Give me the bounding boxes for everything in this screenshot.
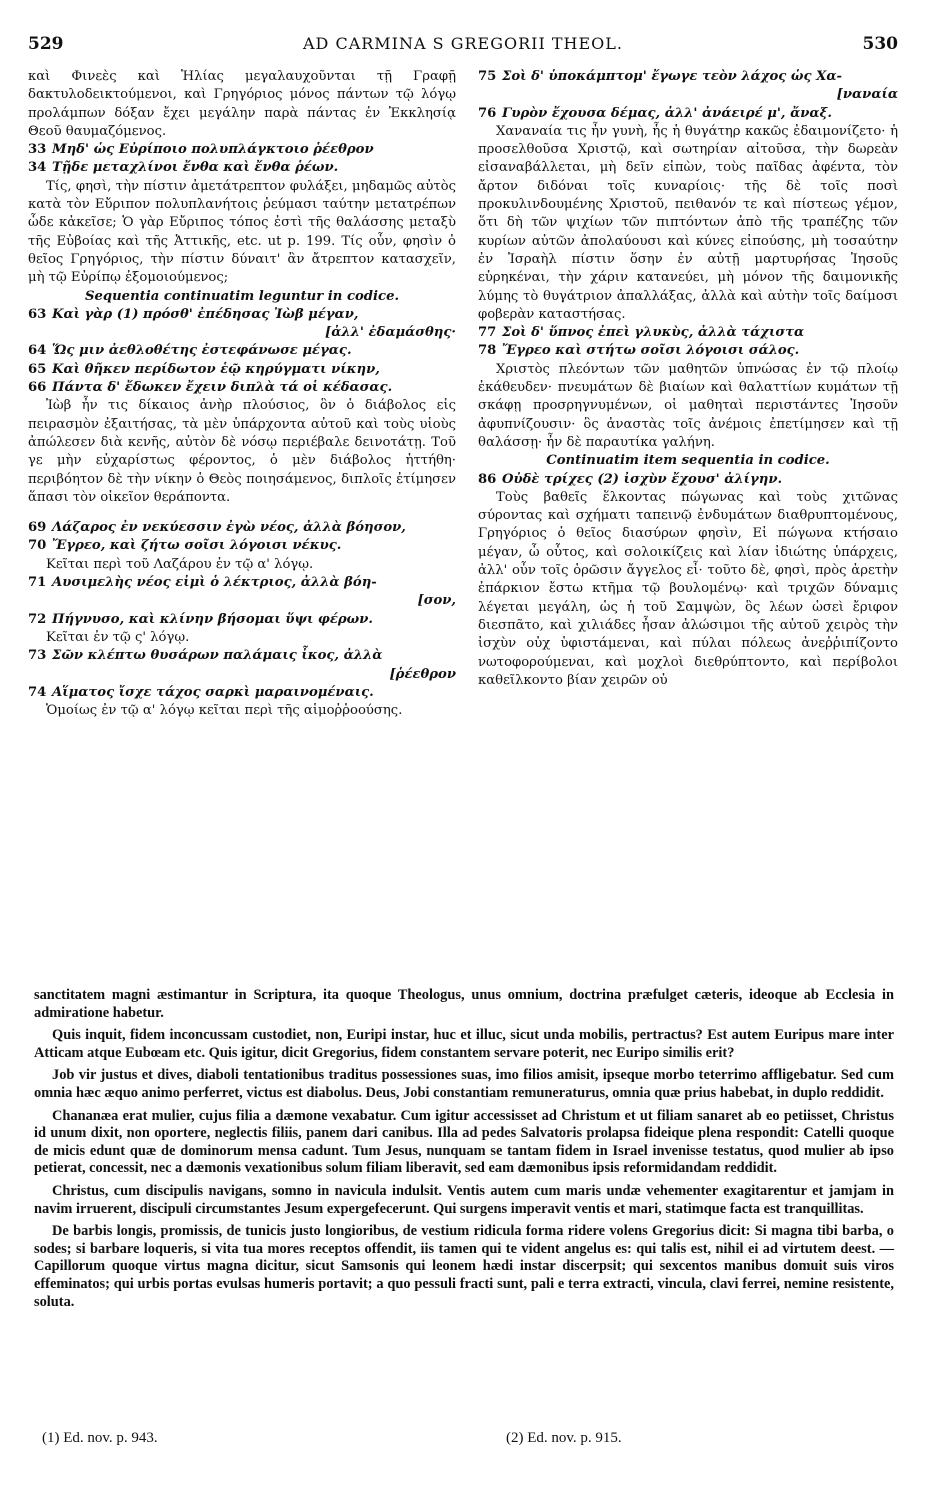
- verse-line: 33 Μηδ' ὡς Εὐρίποιο πολυπλάγκτοιο ῥέεθρον: [28, 142, 374, 158]
- footnote-2: (2) Ed. nov. p. 915.: [506, 1430, 622, 1446]
- paragraph: Κεῖται ἐν τῷ ς' λόγῳ.: [46, 629, 190, 645]
- verse-line: 73 Σῶν κλέπτω θυσάρων παλάμαις ἶκος, ἀλλὰ: [28, 648, 383, 664]
- verse-line: 65 Καὶ θῆκεν περίδωτον ἑῷ κηρύγματι νίκην,: [28, 361, 380, 377]
- verse-line: 72 Πήγνυσο, καὶ κλίνην βήσομαι ὕψι φέρων.: [28, 611, 373, 627]
- latin-translation: [34, 987, 894, 1316]
- running-title: AD CARMINA S GREGORII THEOL.: [302, 34, 623, 53]
- verse-line: 75 Σοὶ δ' ὑποκάμπτομ' ἔγωγε τεὸν λάχος ὡς Χα-: [478, 69, 842, 84]
- document-page: [28, 30, 898, 1470]
- greek-column-right: [478, 68, 898, 690]
- verse-line: 64 Ὥς μιν ἀεθλοθέτης ἐστεφάνωσε μέγας.: [28, 343, 352, 359]
- paragraph: Ὁμοίως ἐν τῷ α' λόγῳ κεῖται περὶ τῆς αἱμοῤῥοούσης.: [46, 703, 403, 719]
- greek-column-left: [28, 68, 456, 720]
- paragraph: sanctitatem magni æstimantur in Scriptura, ita quoque Theologus, unus omnium, doctrina præfulget cæteris, ideoque ab Ecclesia in admiratione habetur.: [34, 987, 894, 1021]
- section-note: Continuatim item sequentia in codice.: [546, 453, 830, 469]
- page-number-left: 529: [28, 34, 64, 54]
- paragraph: καὶ Φινεὲς καὶ Ἡλίας μεγαλαυχοῦνται τῇ Γραφῇ δακτυλοδεικτούμενοι, καὶ Γρηγόριος μόνος πάντων τῷ λόγῳ προλάμπων δόξαν ἔχει μεγάλην παρὰ πάντας ἐν Ἐκκλησίᾳ Θεοῦ θαυμαζόμενος.: [28, 69, 456, 139]
- paragraph: Χριστὸς πλεόντων τῶν μαθητῶν ὑπνώσας ἐν τῷ πλοίῳ ἐκάθευδεν· πνευμάτων δὲ βιαίων καὶ θαλαττίων κυμάτων τῇ σκάφῃ προσρηγνυμένων, οἱ μαθηταὶ περιστάντες Ἰησοῦν ἀφυπνίζουσιν· ὃς ἀναστὰς τοῖς ἀνέμοις ἐπετίμησεν καὶ τῇ θαλάσσῃ· ἦν δὲ παραυτίκα γαλήνη.: [478, 361, 898, 450]
- footnote-1: (1) Ed. nov. p. 943.: [42, 1430, 158, 1446]
- section-note: Sequentia continuatim leguntur in codice.: [84, 288, 400, 304]
- paragraph: Job vir justus et dives, diaboli tentationibus traditus possessiones suas, imo filios amisit, ipseque morbo teterrimo affligebatur. Sed cum omnia hæc æquo animo perferret, victus est diabolus. Deus, Jobi constantiam remuneraturus, omnia quæ prius habebat, in duplo reddidit.: [34, 1067, 894, 1101]
- verse-line-continuation: [ῥέεθρον: [389, 666, 456, 682]
- paragraph: Ἰὼβ ἦν τις δίκαιος ἀνὴρ πλούσιος, ὃν ὁ διάβολος εἰς πειρασμὸν ἐξαιτήσας, τὰ μὲν ὑπάρχοντα αὐτοῦ καὶ τοὺς υἱοὺς ἀπώλεσεν διὰ κενῆς, αὐτὸν δὲ νόσῳ περιέβαλε δεινοτάτῃ. Τοῦ γε μὴν εὐχαρίστως φέροντος, ὁ μὲν διάβολος ἡττήθη· περιβόητον δὲ τὴν νίκην ὁ Θεὸς ποιησάμενος, διπλοῖς ἐτίμησεν ἅπασι τὸν οἰκεῖον θεράποντα.: [28, 398, 456, 505]
- paragraph: Τίς, φησὶ, τὴν πίστιν ἀμετάτρεπτον φυλάξει, μηδαμῶς αὐτὸς κατὰ τὸν Εὔριπον πολυπλανήτοις ῥεύμασι ταύτην μετατρέπων ὧδε κἀκεῖσε; Ὁ γὰρ Εὔριπος τόπος ἐστὶ τῆς θαλάσσης μεταξὺ τῆς Εὐβοίας καὶ τῆς Ἀττικῆς, etc. ut p. 199. Τίς οὖν, φησὶν ὁ θεῖος Γρηγόριος, τὴν πίστιν δύναιτ' ἂν ἄτρεπτον κατασχεῖν, μὴ τῷ Εὐρίπῳ ἐξομοιούμενος;: [28, 178, 456, 286]
- page-header: [28, 30, 898, 58]
- verse-line: 66 Πάντα δ' ἔδωκεν ἔχειν διπλὰ τά οἱ κέδασας.: [28, 380, 393, 396]
- verse-line: 86 Οὐδὲ τρίχες (2) ἰσχὺν ἔχουσ' ἀλίγην.: [478, 471, 783, 487]
- verse-line: 34 Τῇδε μεταχλίνοι ἔνθα καὶ ἔνθα ῥέων.: [28, 160, 339, 176]
- verse-line-continuation: [ἀλλ' ἐδαμάσθης·: [325, 325, 456, 341]
- verse-line-continuation: [σον,: [417, 593, 456, 609]
- footnotes: [28, 1430, 898, 1454]
- verse-line: 70 Ἔγρεο, καὶ ζήτω σοῖσι λόγοισι νέκυς.: [28, 538, 342, 554]
- verse-line-continuation: [ναναία: [836, 87, 898, 103]
- paragraph: De barbis longis, promissis, de tunicis justo longioribus, de vestium ridicula forma ridere volens Gregorius dicit: Si magna tibi barba, o sodes; si barbare loqueris, si vita tua mores receptos offendit, iis tamen qui te vident angelus es: qui talis est, nihil ei ad virtutem deest. — Capillorum quoque virtus magna dicitur, sicut Samsonis qui leonem hædi instar discerpsit; qui sexcentos manibus domuit suis viros effeminatos; qui urbis portas evulsas humeris portavit; a quo pessuli fracti sunt, pali e terra extracti, vincula, clavi ferrei, nemine resistente, soluta.: [34, 1223, 894, 1310]
- paragraph: Κεῖται περὶ τοῦ Λαζάρου ἐν τῷ α' λόγῳ.: [46, 556, 314, 572]
- paragraph: Chananæa erat mulier, cujus filia a dæmone vexabatur. Cum igitur accessisset ad Christum et ut filiam sanaret ab eo petiisset, Christus id unum dixit, non oportere, neglectis filiis, panem dari canibus. Illa ad pedes Salvatoris prolapsa fideique plena respondit: Catelli quoque de micis edunt quæ de dominorum mensa cadunt. Tum Jesus, nunquam se tantam fidem in Israel invenisse testatus, quod mulier ab ipso petierat, concessit, nec a dæmonis vexationibus solum filiam liberavit, sed eam dæmonibus ipsis reformidandam reddidit.: [34, 1107, 894, 1177]
- verse-line: 69 Λάζαρος ἐν νεκύεσσιν ἐγὼ νέος, ἀλλὰ βόησον,: [28, 520, 406, 536]
- verse-line: 71 Αυσιμελὴς νέος εἰμὶ ὁ λέκτριος, ἀλλὰ βόη-: [28, 575, 377, 591]
- verse-line: 77 Σοὶ δ' ὕπνος ἐπεὶ γλυκὺς, ἀλλὰ τάχιστα: [478, 325, 805, 341]
- verse-line: 74 Αἵματος ἴσχε τάχος σαρκὶ μαραινομέναις.: [28, 684, 374, 700]
- page-number-right: 530: [862, 34, 898, 54]
- verse-line: 78 Ἔγρεο καὶ στήτω σοῖσι λόγοισι σάλος.: [478, 343, 800, 359]
- paragraph: Quis inquit, fidem inconcussam custodiet, non, Euripi instar, huc et illuc, sicut unda mobilis, pertractus? Est autem Euripus mare inter Atticam atque Eubœam etc. Quis igitur, dicit Gregorius, fidem constantem servare poterit, nec Euripo similis erit?: [34, 1027, 894, 1061]
- paragraph: Χαναναία τις ἦν γυνὴ, ἧς ἡ θυγάτηρ κακῶς ἐδαιμονίζετο· ἡ προσελθοῦσα Χριστῷ, καὶ σωτηρίαν αἰτοῦσα, τὴν δωρεὰν εἰσαναβάλλεται, μὴ δεῖν εἰπὼν, τοὺς παῖδας ἀφέντα, τὸν ἄρτον διδόναι τοῖς κυναρίοις· τῆς δὲ τοῖς ποσὶ προκυλινδουμένης Χριστοῦ, πειθανόν τε καὶ πίστεως γέμον, ὅτι δὴ τῶν ψιχίων τῶν πιπτόντων ἀπὸ τῆς τραπέζης τῶν κυρίων αὐτῶν ἀπολαύουσι καὶ κύνες εἰπούσης, μὴ τοσαύτην ἐν Ἰσραὴλ πίστιν ὅσην ἐν αὐτῇ μαρτυρήσας Ἰησοῦς εὑρηκέναι, τὴν χάριν κατανεύει, μὴ μόνον τῆς δαιμονικῆς λύμης τὸ θυγάτριον ἀπαλλάξας, ἀλλὰ καὶ αὐτὴν τοῖς δαίμοσι φοβερὰν καταστήσας.: [478, 123, 898, 322]
- verse-line: 76 Γυρὸν ἔχουσα δέμας, ἀλλ' ἀνάειρέ μ', ἄναξ.: [478, 105, 832, 121]
- verse-line: 63 Καὶ γὰρ (1) πρόσθ' ἐπέδησας Ἰὼβ μέγαν,: [28, 306, 359, 322]
- paragraph: Christus, cum discipulis navigans, somno in navicula indulsit. Ventis autem cum maris undæ vehementer exagitarentur et jamjam in navim irruerent, discipuli circumstantes Jesum expergefecerunt. Qui surgens imperavit ventis et mari, statimque facta est tranquillitas.: [34, 1182, 894, 1217]
- paragraph: Τοὺς βαθεῖς ἕλκοντας πώγωνας καὶ τοὺς χιτῶνας σύροντας καὶ σχήματι ταπεινῷ ἐνδυμάτων διαθρυπτομένους, Γρηγόριος ὁ θεῖος διασύρων φησὶν, Εἰ πώγωνα κτήσαιο μέγαν, ὦ οὗτος, καὶ σολοικίζεις καὶ λίαν ἰδιώτης ὑπάρχεις, ἀλλ' οὖν τοῖς ὁρῶσιν ἄγγελος εἶ· τοῦτο δὲ, φησὶ, πρὸς ἀρετὴν ἐπάρκιον ἔστω κτῆμα τῷ βουλομένῳ· καὶ τριχῶν δύναμις λέγεται μεγάλη, ὡς ἡ τοῦ Σαμψὼν, ὃς λέων ὡσεὶ ἔριφον διεσπᾶτο, καὶ χιλιάδες ἦσαν ἀλώσιμοι τῆς αὐτοῦ χειρὸς τὴν ἰσχὺν οὐχ ὑφιστάμεναι, καὶ πύλαι πόλεως ἀνεῤῥιπίζοντο νωτοφορούμεναι, καὶ μοχλοὶ διεθρύπτοντο, καὶ περίβολοι καθεῖλκοντο βίαν χειρῶν οὐ: [478, 489, 898, 688]
